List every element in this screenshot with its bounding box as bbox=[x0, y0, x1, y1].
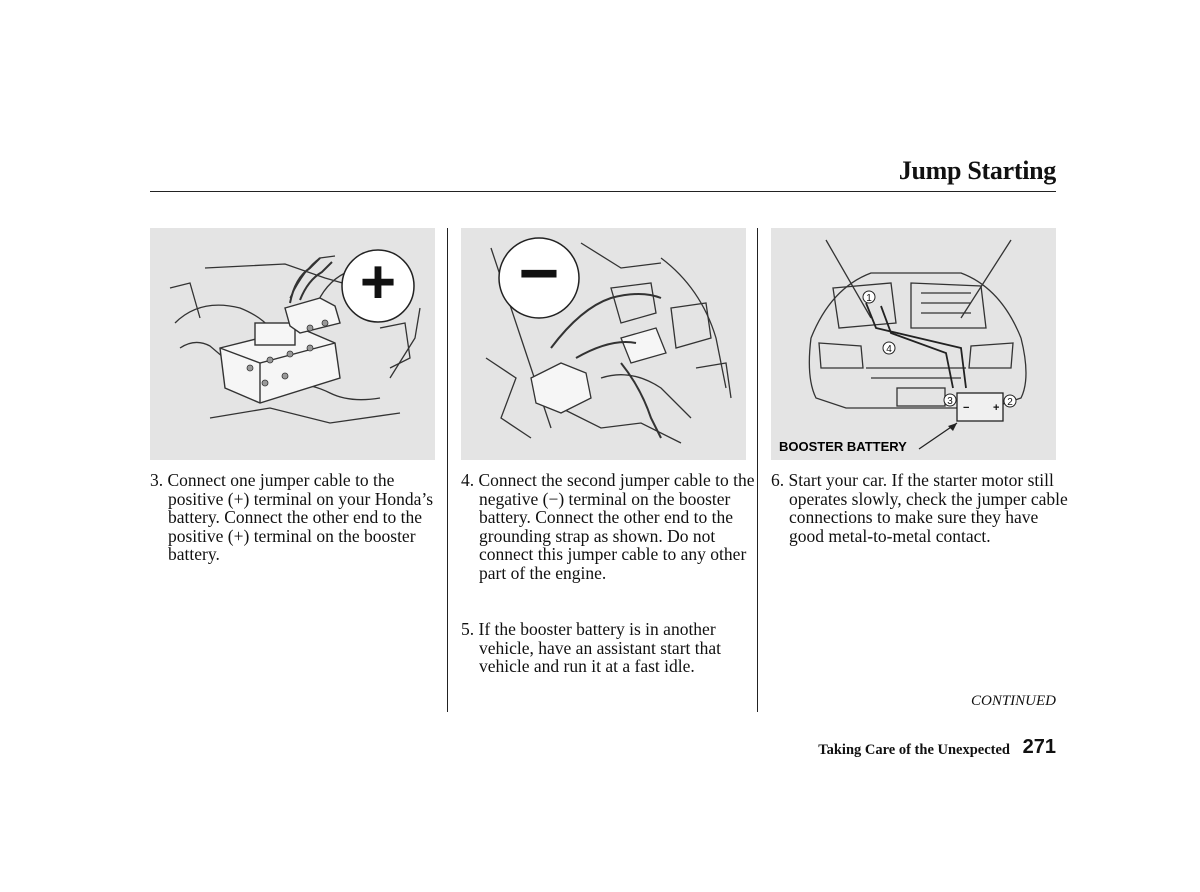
engine-bay-illustration-negative bbox=[461, 228, 746, 460]
minus-symbol: − bbox=[518, 234, 560, 312]
step-3-text: 3. Connect one jumper cable to the positive (+) terminal on your Honda’s battery. Connect the other end to the positive (+) terminal on the booster battery. bbox=[150, 470, 434, 565]
header-rule bbox=[150, 191, 1056, 192]
step-4-text: 4. Connect the second jumper cable to the negative (−) terminal on the booster battery. Connect the other end to the grounding strap as shown. Do not connect this jumper cable to any other part of the engine. bbox=[461, 470, 755, 583]
callout-arrowhead bbox=[948, 423, 957, 431]
continued-marker: CONTINUED bbox=[970, 693, 1056, 709]
step-5 bbox=[461, 620, 769, 676]
figure-positive-terminal bbox=[150, 228, 435, 460]
page-title: Jump Starting bbox=[898, 156, 1056, 185]
callout-marker-4: 4 bbox=[886, 344, 892, 355]
svg-text:−: − bbox=[963, 402, 970, 414]
callout-marker-3: 3 bbox=[947, 396, 953, 407]
figure-negative-terminal bbox=[461, 228, 746, 460]
callout-marker-1: 1 bbox=[866, 293, 872, 304]
engine-bay-illustration-positive bbox=[150, 228, 435, 460]
step-4 bbox=[461, 471, 769, 583]
callout-marker-2: 2 bbox=[1007, 397, 1013, 408]
booster-battery-label: BOOSTER BATTERY bbox=[779, 439, 907, 454]
svg-text:+: + bbox=[993, 402, 1000, 414]
figure-booster-battery bbox=[771, 228, 1056, 460]
page-number: 271 bbox=[1022, 736, 1056, 758]
footer-section-title: Taking Care of the Unexpected bbox=[818, 742, 1010, 758]
step-6-text: 6. Start your car. If the starter motor still operates slowly, check the jumper cable connections to make sure they have good metal-to-metal contact. bbox=[771, 470, 1068, 546]
plus-symbol: + bbox=[359, 248, 397, 317]
car-front-illustration bbox=[771, 228, 1056, 460]
step-6 bbox=[771, 471, 1074, 545]
step-3 bbox=[150, 471, 448, 564]
column-divider-1 bbox=[447, 228, 448, 712]
step-5-text: 5. If the booster battery is in another vehicle, have an assistant start that vehicle and run it at a fast idle. bbox=[461, 619, 722, 677]
